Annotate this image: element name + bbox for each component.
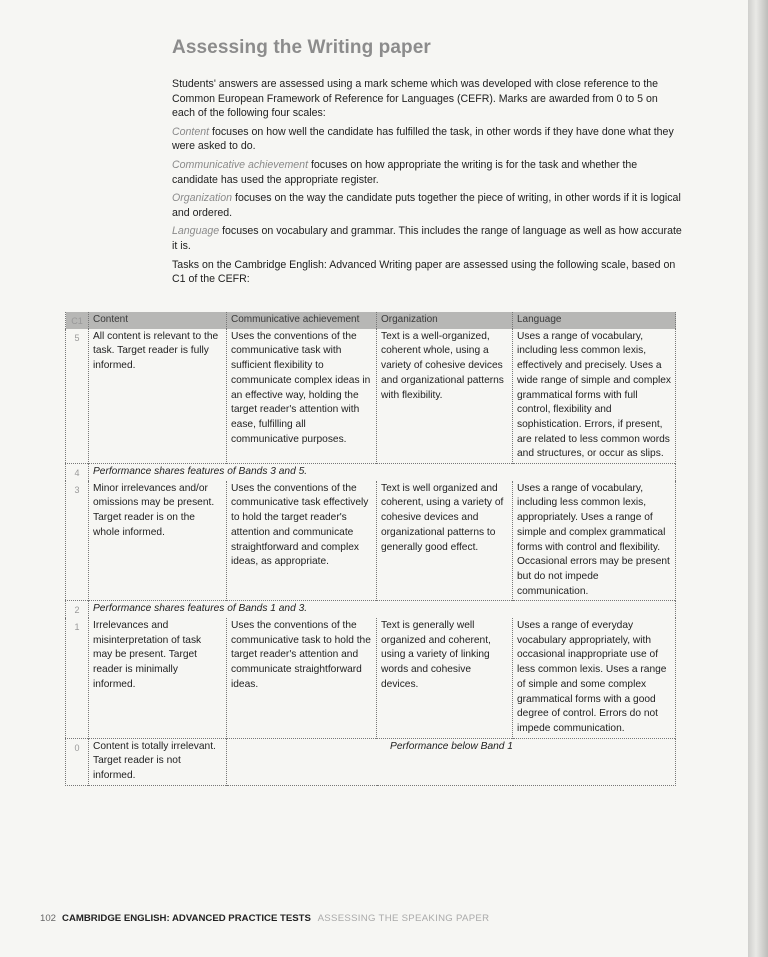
header-organization: Organization	[377, 312, 513, 329]
content-cell: Irrelevances and misinterpretation of task may be present. Target reader is minimally informed.	[89, 618, 227, 738]
page-edge	[748, 0, 768, 957]
header-communicative: Communicative achievement	[227, 312, 377, 329]
band-number: 1	[66, 618, 89, 738]
table-row	[66, 618, 676, 738]
table-row	[66, 464, 676, 481]
table-header-row	[66, 312, 676, 329]
band-number: 2	[66, 601, 89, 618]
header-language: Language	[513, 312, 676, 329]
organization-term: Organization	[172, 192, 233, 205]
organization-definition: Organization focuses on the way the candidate puts together the piece of writing, in other words if it is logical and ordered.	[172, 192, 681, 219]
content-definition: Content focuses on how well the candidate has fulfilled the task, in other words if they have done what they were asked to do.	[172, 125, 674, 153]
header-content: Content	[89, 312, 227, 329]
scale-intro: Tasks on the Cambridge English: Advanced Writing paper are assessed using the following scale, based on C1 of the CEFR:	[172, 258, 676, 286]
language-definition: Language focuses on vocabulary and grammar. This includes the range of language as well as how accurate it is.	[172, 225, 682, 252]
communicative-cell: Uses the conventions of the communicative task with sufficient flexibility to communicate complex ideas in an effective way, holding the target reader's attention with ease, fulfilling all communicative purposes.	[227, 329, 377, 464]
communicative-cell: Uses the conventions of the communicative task to hold the target reader's attention and communicate straightforward ideas.	[227, 618, 377, 738]
section-title: ASSESSING THE SPEAKING PAPER	[317, 913, 490, 924]
communicative-definition: Communicative achievement focuses on how appropriate the writing is for the task and whether the candidate has used the appropriate register.	[172, 158, 638, 186]
shares-features-cell: Performance shares features of Bands 3 and 5.	[89, 464, 676, 481]
page-footer	[40, 913, 489, 924]
organization-cell: Text is generally well organized and coherent, using a variety of linking words and cohesive devices.	[377, 618, 513, 738]
communicative-cell: Uses the conventions of the communicative task effectively to hold the target reader's attention and communicate straightforward and complex ideas, as appropriate.	[227, 481, 377, 601]
book-title: CAMBRIDGE ENGLISH: ADVANCED PRACTICE TESTS	[62, 913, 311, 924]
band-number: 0	[66, 738, 89, 785]
content-cell: Content is totally irrelevant. Target reader is not informed.	[89, 738, 227, 785]
language-cell: Uses a range of everyday vocabulary appropriately, with occasional inappropriate use of less common lexis. Uses a range of simple and some complex grammatical forms with a good degree of control. Errors do not impede communication.	[513, 618, 676, 738]
page-number: 102	[40, 913, 57, 924]
shares-features-cell: Performance shares features of Bands 1 and 3.	[89, 601, 676, 618]
below-band-cell: Performance below Band 1	[227, 738, 676, 785]
organization-cell: Text is well organized and coherent, using a variety of cohesive devices and organizational patterns to generally good effect.	[377, 481, 513, 601]
content-cell: Minor irrelevances and/or omissions may be present. Target reader is on the whole informed.	[89, 481, 227, 601]
table-row	[66, 738, 676, 785]
language-cell: Uses a range of vocabulary, including less common lexis, effectively and precisely. Uses a wide range of simple and complex grammatical forms with full control, flexibility and sophistication. Errors, if present, are related to less common words and structures, or occur as slips.	[513, 329, 676, 464]
assessment-scale-table	[65, 312, 676, 786]
table-row	[66, 481, 676, 601]
band-number: 5	[66, 329, 89, 464]
intro-text	[172, 77, 682, 291]
communicative-term: Communicative achievement	[172, 158, 309, 171]
band-number: 3	[66, 481, 89, 601]
band-number: 4	[66, 464, 89, 481]
table-row	[66, 329, 676, 464]
language-term: Language	[172, 225, 220, 238]
content-cell: All content is relevant to the task. Target reader is fully informed.	[89, 329, 227, 464]
content-term: Content	[172, 125, 210, 138]
organization-cell: Text is a well-organized, coherent whole, using a variety of cohesive devices and organizational patterns with flexibility.	[377, 329, 513, 464]
language-cell: Uses a range of vocabulary, including less common lexis, appropriately. Uses a range of simple and complex grammatical forms with control and flexibility. Occasional errors may be present but do not impede communication.	[513, 481, 676, 601]
header-band: C1	[66, 312, 89, 329]
table-row	[66, 601, 676, 618]
page-title: Assessing the Writing paper	[172, 37, 431, 58]
intro-paragraph: Students' answers are assessed using a mark scheme which was developed with close reference to the Common European Framework of Reference for Languages (CEFR). Marks are awarded from 0 to 5 on each of the following four scales:	[172, 78, 659, 120]
